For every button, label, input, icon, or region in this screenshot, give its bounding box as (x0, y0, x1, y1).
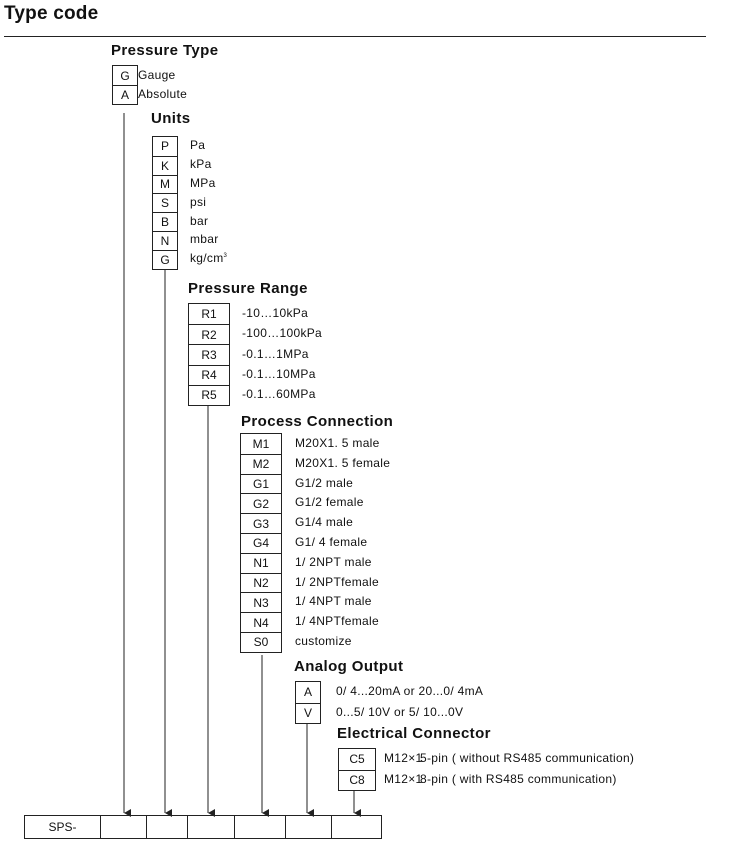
type-code-prefix: SPS- (48, 820, 77, 834)
type-code-slot-pressure-range (187, 816, 234, 838)
process-connection-label-text: G1/2 female (295, 495, 364, 510)
units-heading: Units (151, 110, 191, 127)
process-connection-label-text: 1/ 2NPTfemale (295, 574, 379, 589)
electrical-connector-label-text: M12×1 (384, 771, 423, 786)
unit-label-text: kg/cm (190, 251, 224, 266)
analog-output-label-text: 0...5/ 10V or 5/ 10...0V (336, 704, 464, 719)
process-connection-label-text: 1/ 2NPT male (295, 554, 372, 569)
process-connection-code: N2 (253, 575, 269, 590)
electrical-connector-detail: 5-pin ( without RS485 communication) (420, 751, 635, 766)
process-connection-label-text: 1/ 4NPT male (295, 594, 372, 609)
process-connection-code: M2 (252, 457, 270, 472)
process-connection-label-text: customize (295, 633, 352, 648)
unit-label-text: psi (190, 194, 207, 209)
analog-output-label-text: 0/ 4...20mA or 20...0/ 4mA (336, 684, 484, 699)
process-connection-label-text: M20X1. 5 female (295, 455, 391, 470)
unit-label-text: MPa (190, 176, 216, 190)
unit-label-superscript: 3 (223, 253, 228, 260)
unit-code: S (160, 196, 169, 211)
pressure-range-code: R5 (201, 388, 217, 403)
process-connection-code: G2 (252, 496, 269, 511)
process-connection-label-text: G1/ 4 female (295, 534, 368, 549)
electrical-connector-heading: Electrical Connector (337, 725, 491, 742)
type-code-slot-electrical-connector (331, 816, 382, 838)
pressure-range-label-text: -0.1…10MPa (242, 366, 316, 381)
unit-code: M (160, 177, 170, 192)
pressure-range-label-text: -100…100kPa (242, 326, 323, 341)
pressure-range-label-text: -0.1…1MPa (242, 346, 309, 361)
type-code-slot-pressure-type (100, 816, 146, 838)
type-code-slot-units (146, 816, 187, 838)
unit-code: G (160, 252, 170, 267)
process-connection-code: G3 (252, 516, 269, 531)
pressure-type-label-text: Gauge (138, 67, 176, 82)
type-code-boxes (24, 815, 382, 839)
pressure-type-code: G (120, 68, 130, 83)
unit-code: N (160, 233, 170, 248)
page-title: Type code (4, 3, 99, 24)
process-connection-label-text: G1/4 male (295, 515, 354, 530)
pressure-type-code: A (120, 88, 129, 102)
analog-output-heading: Analog Output (294, 658, 404, 675)
pressure-range-label-text: -0.1…60MPa (242, 386, 316, 401)
electrical-connector-code: C8 (349, 773, 365, 788)
process-connection-label-text: M20X1. 5 male (295, 435, 380, 450)
unit-label-text: mbar (190, 232, 219, 247)
process-connection-code: N1 (253, 556, 269, 571)
pressure-type-label-text: Absolute (138, 86, 188, 101)
pressure-range-code: R4 (201, 368, 217, 383)
unit-code: P (160, 139, 169, 154)
analog-output-code: V (303, 706, 312, 721)
process-connection-label-text: G1/2 male (295, 475, 354, 490)
electrical-connector-label-text: M12×1 (384, 751, 423, 766)
process-connection-heading: Process Connection (241, 413, 394, 430)
electrical-connector-code: C5 (349, 752, 365, 767)
unit-label-text: Pa (190, 138, 206, 153)
type-code-slot-analog-output (285, 816, 331, 838)
pressure-range-code: R1 (201, 307, 217, 322)
process-connection-code: G4 (252, 536, 269, 551)
process-connection-label-text: 1/ 4NPTfemale (295, 614, 379, 629)
process-connection-code: N3 (253, 595, 269, 610)
unit-label-text: kPa (190, 157, 212, 172)
process-connection-code: N4 (253, 615, 269, 630)
unit-label-text: bar (190, 213, 209, 228)
analog-output-code: A (303, 685, 312, 700)
pressure-range-code: R2 (201, 327, 217, 342)
electrical-connector-detail: 8-pin ( with RS485 communication) (420, 771, 617, 786)
process-connection-code: G1 (252, 476, 269, 491)
unit-code: B (160, 215, 169, 230)
pressure-range-heading: Pressure Range (188, 280, 308, 297)
unit-code: K (160, 158, 169, 173)
process-connection-code: M1 (252, 436, 270, 451)
pressure-range-label-text: -10…10kPa (242, 306, 309, 321)
pressure-range-code: R3 (201, 347, 217, 362)
type-code-slot-process-connection (234, 816, 285, 838)
pressure-type-heading: Pressure Type (111, 42, 219, 59)
process-connection-code: S0 (253, 635, 269, 650)
